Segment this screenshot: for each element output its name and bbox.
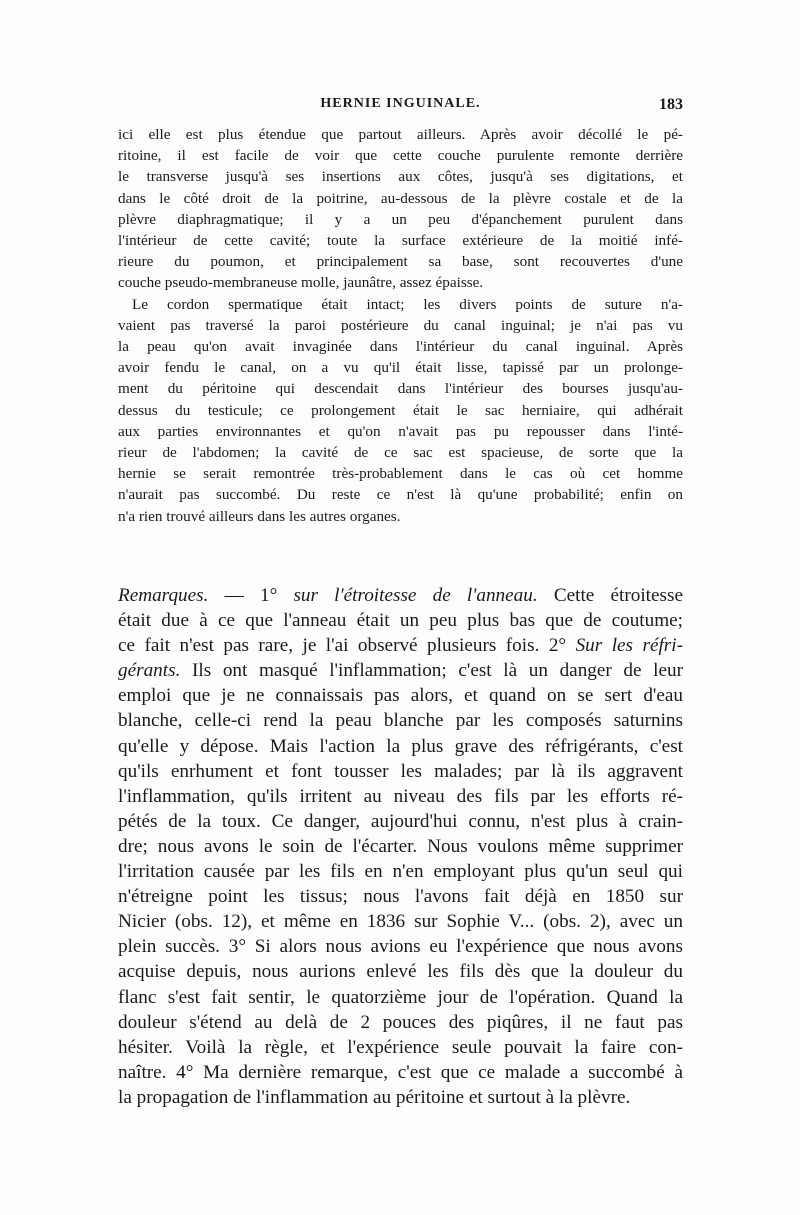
text-line: flanc s'est fait sentir, le quatorzième jour de l'opération. Quand la xyxy=(118,986,683,1008)
text-line: qu'elle y dépose. Mais l'action la plus grave des réfrigérants, c'est xyxy=(118,735,683,757)
text-line: ici elle est plus étendue que partout ailleurs. Après avoir décollé le pé- xyxy=(118,126,683,143)
text-line: rieure du poumon, et principalement sa base, sont recouvertes d'une xyxy=(118,253,683,271)
remarks-line-1-rest: Cette étroitesse xyxy=(537,585,683,606)
text-line: n'aurait pas succombé. Du reste ce n'est là qu'une probabilité; enfin on xyxy=(118,486,683,504)
text-line: n'étreigne point les tissus; nous l'avons fait déjà en 1850 sur xyxy=(118,886,683,908)
text-line: aux parties environnantes et qu'on n'avait pas pu repousser dans l'inté- xyxy=(118,422,683,440)
text-line: l'intérieur de cette cavité; toute la surface extérieure de la moitié infé- xyxy=(118,232,683,250)
text-line: dre; nous avons le soin de l'écarter. Nous voulons même supprimer xyxy=(118,835,683,857)
remarks-topic-2-end: gérants. xyxy=(118,660,181,682)
text-line: rieur de l'abdomen; la cavité de ce sac est spacieuse, de sorte que la xyxy=(118,444,683,462)
text-line: qu'ils enrhument et font tousser les malades; par là ils aggravent xyxy=(118,760,683,782)
running-head xyxy=(118,96,683,118)
text-line: ment du péritoine qui descendait dans l'intérieur des bourses jusqu'au- xyxy=(118,380,683,398)
text-line xyxy=(118,658,683,683)
text-line: ritoine, il est facile de voir que cette couche purulente remonte derrière xyxy=(118,147,683,165)
text-line: douleur s'étend au delà de 2 pouces des piqûres, il ne faut pas xyxy=(118,1011,683,1033)
text-line: plèvre diaphragmatique; il y a un peu d'épanchement purulent dans xyxy=(118,210,683,228)
running-title: HERNIE INGUINALE. xyxy=(320,96,481,111)
text-line: pétés de la toux. Ce danger, aujourd'hui connu, n'est plus à crain- xyxy=(118,810,683,832)
text-line: emploi que je ne connaissais pas alors, et quand on se sert d'eau xyxy=(118,685,683,707)
text-line: plein succès. 3° Si alors nous avions eu l'expérience que nous avons xyxy=(118,936,683,958)
text-line: l'irritation causée par les fils en n'en employant plus qu'un seul qui xyxy=(118,861,683,883)
text-line xyxy=(118,583,683,608)
text-line: était due à ce que l'anneau était un peu plus bas que de coutume; xyxy=(118,610,683,632)
text-line: blanche, celle-ci rend la peau blanche par les composés saturnins xyxy=(118,710,683,732)
remarks-text xyxy=(118,583,683,1110)
remarks-heading: Remarques. xyxy=(118,585,209,606)
text-line: hésiter. Voilà la règle, et l'expérience seule pouvait la faire con- xyxy=(118,1036,683,1058)
text-line: Nicier (obs. 12), et même en 1836 sur Sophie V... (obs. 2), avec un xyxy=(118,911,683,933)
text-line: la peau qu'on avait invaginée dans l'intérieur du canal inguinal. Après xyxy=(118,338,683,356)
observation-text xyxy=(118,124,683,527)
text-line: couche pseudo-membraneuse molle, jaunâtre, assez épaisse. xyxy=(118,274,484,292)
text-line: Le cordon spermatique était intact; les divers points de suture n'a- xyxy=(132,295,683,313)
remarks-line-4-rest: Ils ont masqué l'inflammation; c'est là un danger de leur xyxy=(180,660,683,682)
text-line xyxy=(118,633,683,658)
text-line: avoir fendu le canal, on a vu qu'il était lisse, tapissé par un prolonge- xyxy=(118,359,683,377)
text-line: hernie se serait remontrée très-probablement dans le cas où cet homme xyxy=(118,465,683,483)
page-number: 183 xyxy=(659,96,683,113)
remarks-topic-1: sur l'étroitesse de l'anneau. xyxy=(293,585,538,606)
text-line: l'inflammation, qu'ils irritent au niveau des fils par les efforts ré- xyxy=(118,785,683,807)
remarks-line-3-pre: ce fait n'est pas rare, je l'ai observé plusieurs fois. 2° xyxy=(118,635,576,657)
text-line: la propagation de l'inflammation au péritoine et surtout à la plèvre. xyxy=(118,1086,631,1108)
text-line: dans le côté droit de la poitrine, au-dessous de la plèvre costale et de la xyxy=(118,189,683,207)
remarks-topic-2: Sur les réfri- xyxy=(575,635,683,657)
remarks-number-1: — 1° xyxy=(208,585,294,606)
text-line: vaient pas traversé la paroi postérieure du canal inguinal; je n'ai pas vu xyxy=(118,316,683,334)
text-line: acquise depuis, nous aurions enlevé les fils dès que la douleur du xyxy=(118,961,683,983)
text-line: naître. 4° Ma dernière remarque, c'est que ce malade a succombé à xyxy=(118,1061,683,1083)
text-line: dessus du testicule; ce prolongement était le sac herniaire, qui adhérait xyxy=(118,401,683,419)
text-line: n'a rien trouvé ailleurs dans les autres organes. xyxy=(118,507,401,525)
text-line: le transverse jusqu'à ses insertions aux côtes, jusqu'à ses digitations, et xyxy=(118,168,683,186)
